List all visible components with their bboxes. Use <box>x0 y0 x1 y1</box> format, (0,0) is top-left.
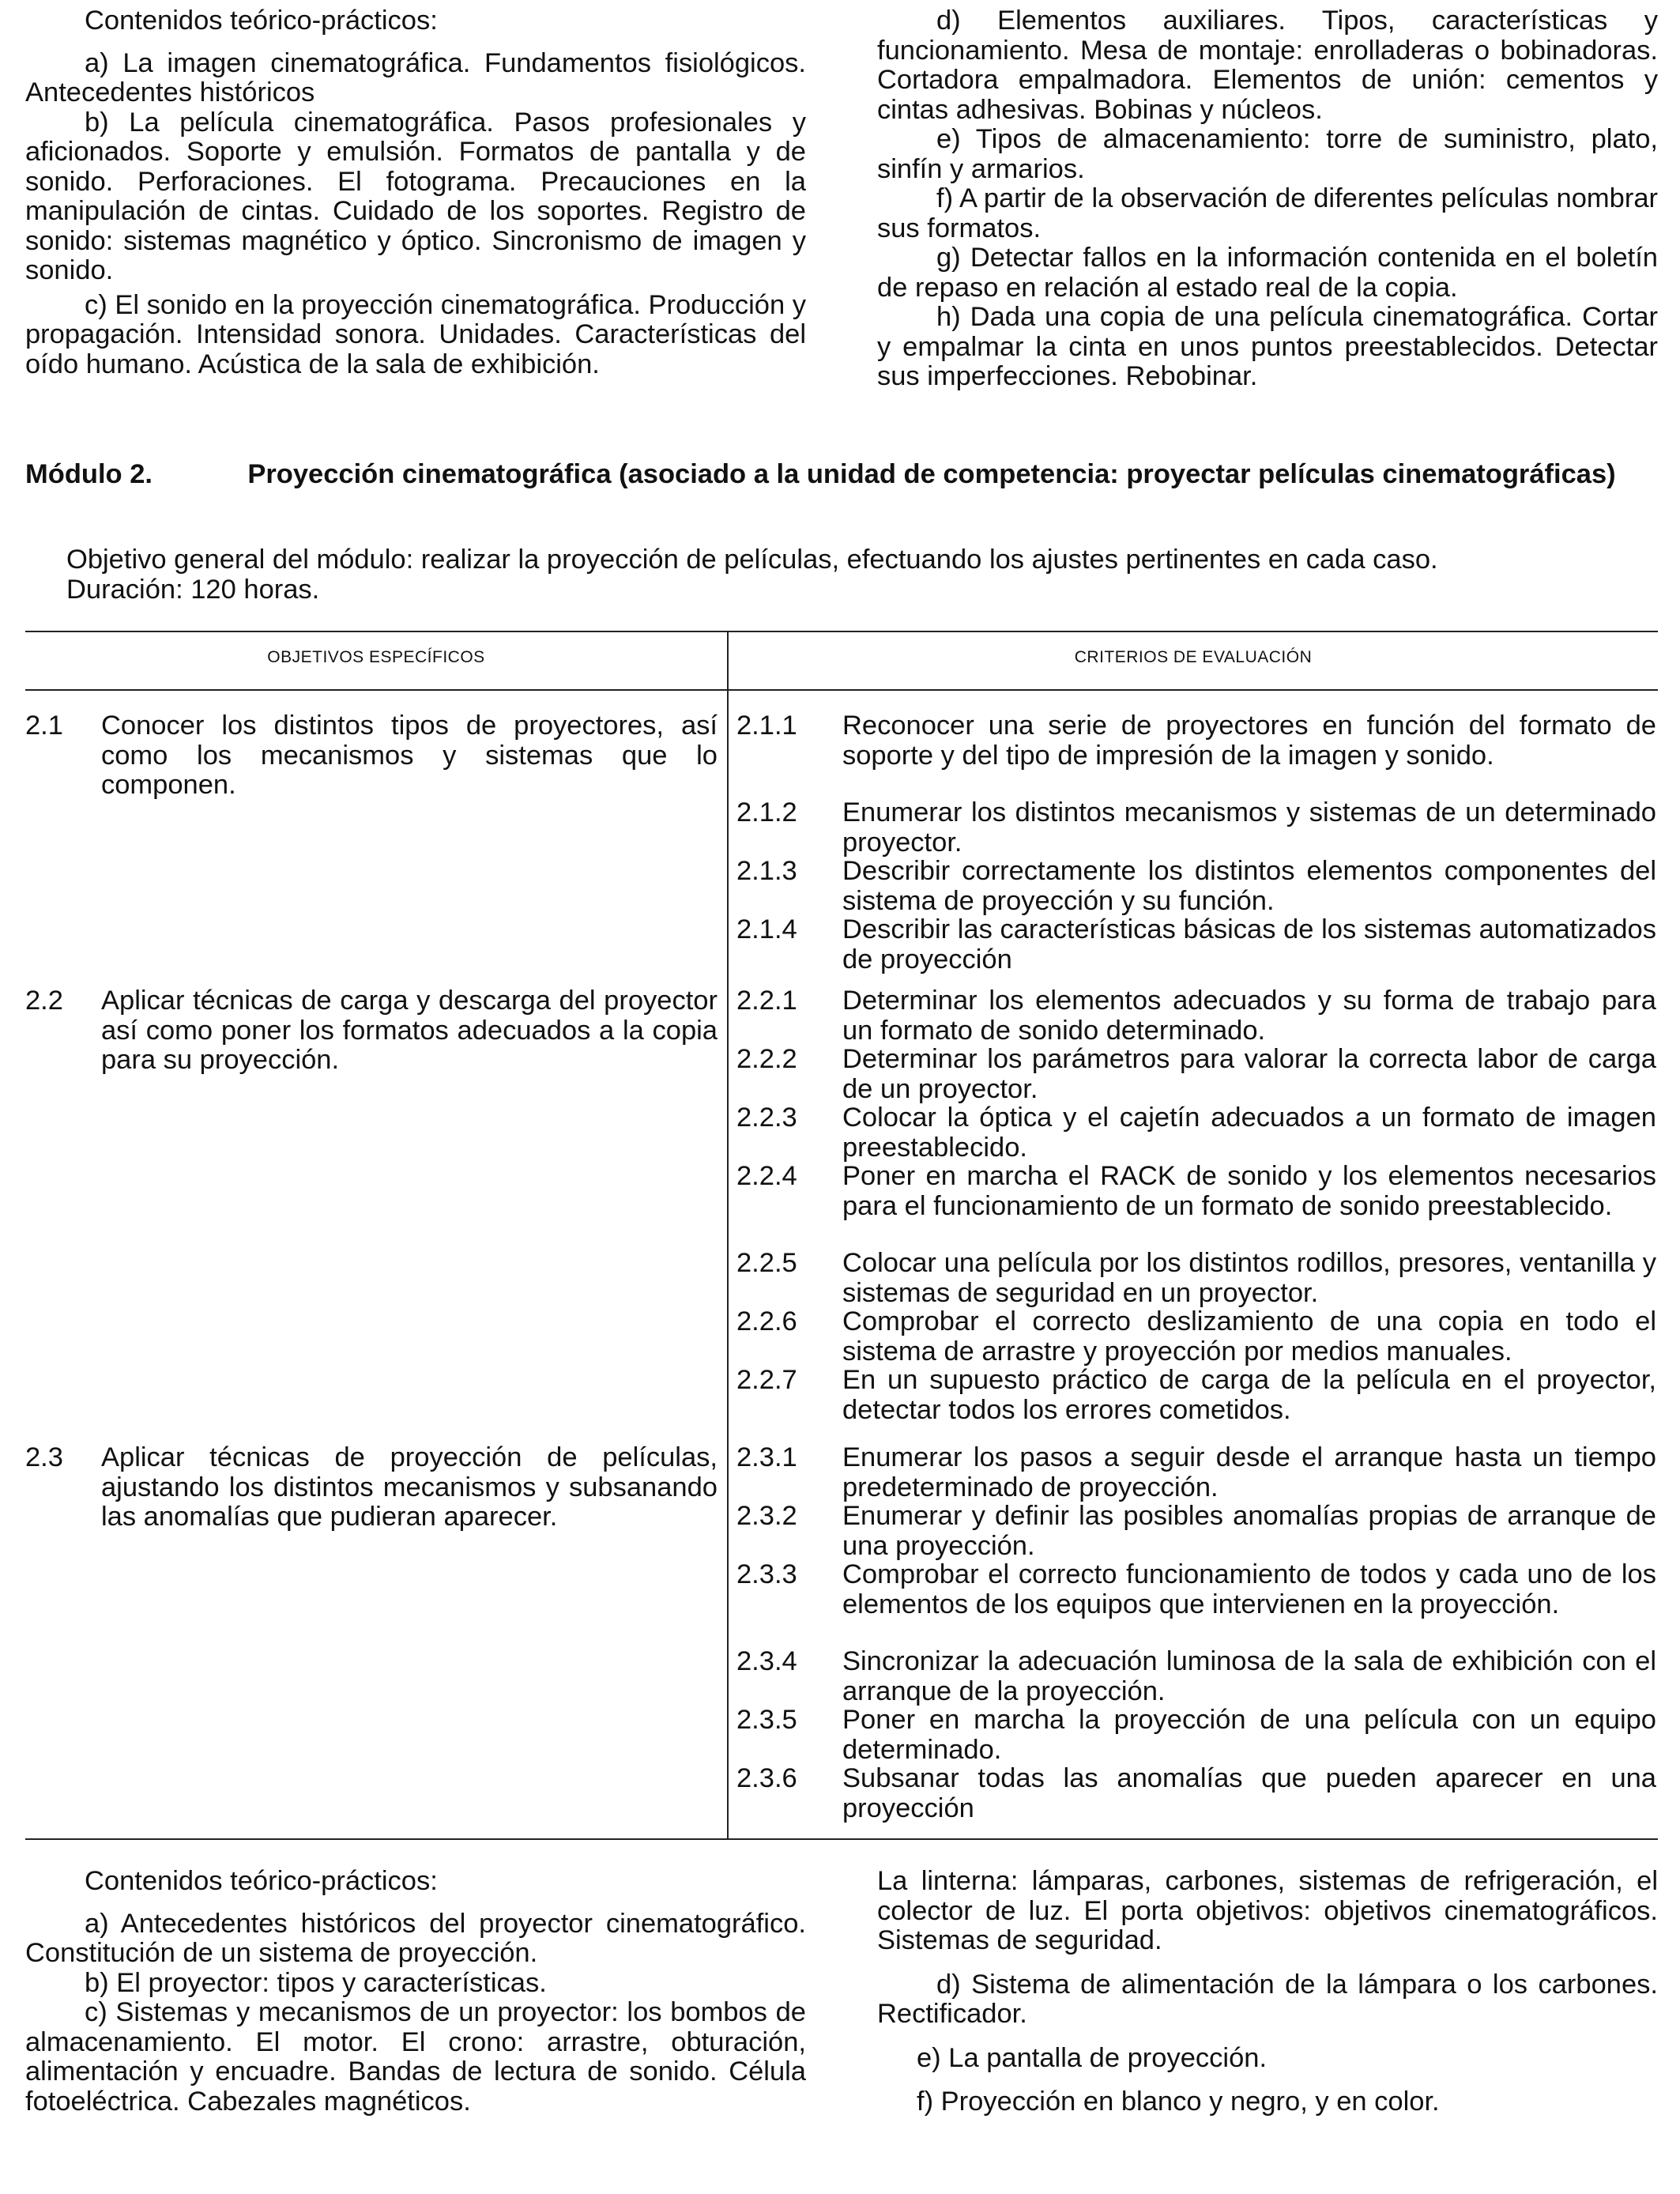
content-item-f: f) Proyección en blanco y negro, y en color. <box>917 2087 1440 2117</box>
criterion-number: 2.2.1 <box>736 986 797 1016</box>
top-right-column <box>877 6 1658 392</box>
criterion-number: 2.3.6 <box>736 1763 797 1793</box>
content-item-d: d) Elementos auxiliares. Tipos, características y funcionamiento. Mesa de montaje: enrolladeras o bobinadoras. Cortadora empalmadora. Elementos de unión: cementos y cintas adhesivas. Bobinas y núcleos. <box>877 6 1658 125</box>
criterion-text: Reconocer una serie de proyectores en función del formato de soporte y del tipo de impresión de la imagen y sonido. <box>842 711 1656 771</box>
objective-text: Objetivo general del módulo: realizar la proyección de películas, efectuando los ajustes pertinentes en cada caso. <box>66 545 1438 575</box>
criterion-text: Subsanar todas las anomalías que pueden aparecer en una proyección <box>842 1763 1656 1823</box>
criterion-text: Poner en marcha el RACK de sonido y los elementos necesarios para el funcionamiento de un formato de sonido preestablecido. <box>842 1161 1656 1221</box>
bottom-right-column <box>877 1867 1658 2117</box>
criterion-text: Describir correctamente los distintos elementos componentes del sistema de proyección y su función. <box>842 856 1656 916</box>
content-item-b: b) El proyector: tipos y características. <box>85 1967 547 1998</box>
module-objective <box>66 545 1658 605</box>
criterion-text: Determinar los elementos adecuados y su forma de trabajo para un formato de sonido determinado. <box>842 986 1656 1046</box>
table-top-rule <box>25 631 1658 632</box>
criterion-text: Comprobar el correcto deslizamiento de una copia en todo el sistema de arrastre y proyección por medios manuales. <box>842 1306 1656 1367</box>
criterion-number: 2.1.2 <box>736 797 797 827</box>
content-item-h: h) Dada una copia de una película cinematográfica. Cortar y empalmar la cinta en unos puntos preestablecidos. Detectar sus imperfecciones. Rebobinar. <box>877 302 1658 391</box>
table-bottom-rule <box>25 1838 1658 1840</box>
criterion-text: Colocar la óptica y el cajetín adecuados a un formato de imagen preestablecido. <box>842 1103 1656 1163</box>
top-left-column <box>25 6 806 379</box>
content-item-g: g) Detectar fallos en la información contenida en el boletín de repaso en relación al estado real de la copia. <box>877 243 1658 303</box>
criterion-number: 2.2.4 <box>736 1161 797 1191</box>
bottom-left-column <box>25 1867 806 2117</box>
content-item-e: e) Tipos de almacenamiento: torre de suministro, plato, sinfín y armarios. <box>877 124 1658 184</box>
objective-text: Aplicar técnicas de proyección de películas, ajustando los distintos mecanismos y subsanando las anomalías que pudieran aparecer. <box>101 1442 718 1532</box>
criterion-number: 2.1.3 <box>736 856 797 886</box>
criterion-text: Colocar una película por los distintos rodillos, presores, ventanilla y sistemas de seguridad en un proyector. <box>842 1248 1656 1308</box>
criterion-number: 2.2.6 <box>736 1306 797 1336</box>
content-item-lantern: La linterna: lámparas, carbones, sistemas de refrigeración, el colector de luz. El porta objetivos: objetivos cinematográficos. Sistemas de seguridad. <box>877 1866 1658 1955</box>
criterion-number: 2.1.4 <box>736 914 797 944</box>
criterion-number: 2.2.7 <box>736 1365 797 1395</box>
header-objectives: OBJETIVOS ESPECÍFICOS <box>267 648 485 666</box>
criterion-text: Enumerar los pasos a seguir desde el arranque hasta un tiempo predeterminado de proyección. <box>842 1442 1656 1502</box>
objective-number: 2.3 <box>25 1442 63 1472</box>
criterion-number: 2.2.5 <box>736 1248 797 1278</box>
criterion-text: Describir las características básicas de los sistemas automatizados de proyección <box>842 914 1656 974</box>
criterion-number: 2.1.1 <box>736 711 797 741</box>
criterion-number: 2.3.1 <box>736 1442 797 1472</box>
content-item-d: d) Sistema de alimentación de la lámpara o los carbones. Rectificador. <box>877 1969 1658 2029</box>
content-item-c: c) Sistemas y mecanismos de un proyector: los bombos de almacenamiento. El motor. El crono: arrastre, obturación, alimentación y encuadre. Bandas de lectura de sonido. Célula fotoeléctrica. Cabezales magnéticos. <box>25 1997 806 2117</box>
objective-text: Aplicar técnicas de carga y descarga del proyector así como poner los formatos adecuados a la copia para su proyección. <box>101 986 718 1075</box>
contents-heading: Contenidos teórico-prácticos: <box>85 6 438 36</box>
criterion-text: Enumerar los distintos mecanismos y sistemas de un determinado proyector. <box>842 797 1656 858</box>
content-item-b: b) La película cinematográfica. Pasos profesionales y aficionados. Soporte y emulsión. Formatos de pantalla y de sonido. Perforaciones. El fotograma. Precauciones en la manipulación de cintas. Cuidado de los soportes. Registro de sonido: sistemas magnético y óptico. Sincronismo de imagen y sonido. <box>25 107 806 285</box>
content-item-c: c) El sonido en la proyección cinematográfica. Producción y propagación. Intensidad sonora. Unidades. Características del oído humano. Acústica de la sala de exhibición. <box>25 289 806 379</box>
objective-number: 2.1 <box>25 711 63 741</box>
criterion-number: 2.3.2 <box>736 1501 797 1531</box>
table-header-rule <box>25 689 1658 691</box>
objective-number: 2.2 <box>25 986 63 1016</box>
criterion-text: Comprobar el correcto funcionamiento de todos y cada uno de los elementos de los equipos que intervienen en la proyección. <box>842 1559 1656 1619</box>
table-column-divider <box>727 631 729 1840</box>
criterion-text: Determinar los parámetros para valorar la correcta labor de carga de un proyector. <box>842 1044 1656 1104</box>
criterion-text: Sincronizar la adecuación luminosa de la sala de exhibición con el arranque de la proyección. <box>842 1646 1656 1706</box>
objectives-criteria-table <box>25 631 1658 1840</box>
objective-text: Conocer los distintos tipos de proyectores, así como los mecanismos y sistemas que lo componen. <box>101 711 718 800</box>
content-item-f: f) A partir de la observación de diferentes películas nombrar sus formatos. <box>877 183 1658 243</box>
criterion-number: 2.3.5 <box>736 1705 797 1735</box>
header-criteria: CRITERIOS DE EVALUACIÓN <box>1074 648 1313 666</box>
criterion-number: 2.2.3 <box>736 1103 797 1133</box>
criterion-text: En un supuesto práctico de carga de la película en el proyector, detectar todos los errores cometidos. <box>842 1365 1656 1425</box>
criterion-number: 2.2.2 <box>736 1044 797 1074</box>
content-item-a: a) La imagen cinematográfica. Fundamentos fisiológicos. Antecedentes históricos <box>25 47 806 107</box>
contents-heading: Contenidos teórico-prácticos: <box>85 1866 438 1896</box>
criterion-number: 2.3.4 <box>736 1646 797 1676</box>
content-item-a: a) Antecedentes históricos del proyector cinematográfico. Constitución de un sistema de proyección. <box>25 1908 806 1968</box>
module-title: Proyección cinematográfica (asociado a la unidad de competencia: proyectar películas cinematográficas) <box>247 459 1616 489</box>
criterion-text: Poner en marcha la proyección de una película con un equipo determinado. <box>842 1705 1656 1765</box>
criterion-number: 2.3.3 <box>736 1559 797 1589</box>
duration-text: Duración: 120 horas. <box>66 574 320 605</box>
module-number: Módulo 2. <box>25 459 153 489</box>
content-item-e: e) La pantalla de proyección. <box>917 2042 1268 2073</box>
criterion-text: Enumerar y definir las posibles anomalías propias de arranque de una proyección. <box>842 1501 1656 1561</box>
